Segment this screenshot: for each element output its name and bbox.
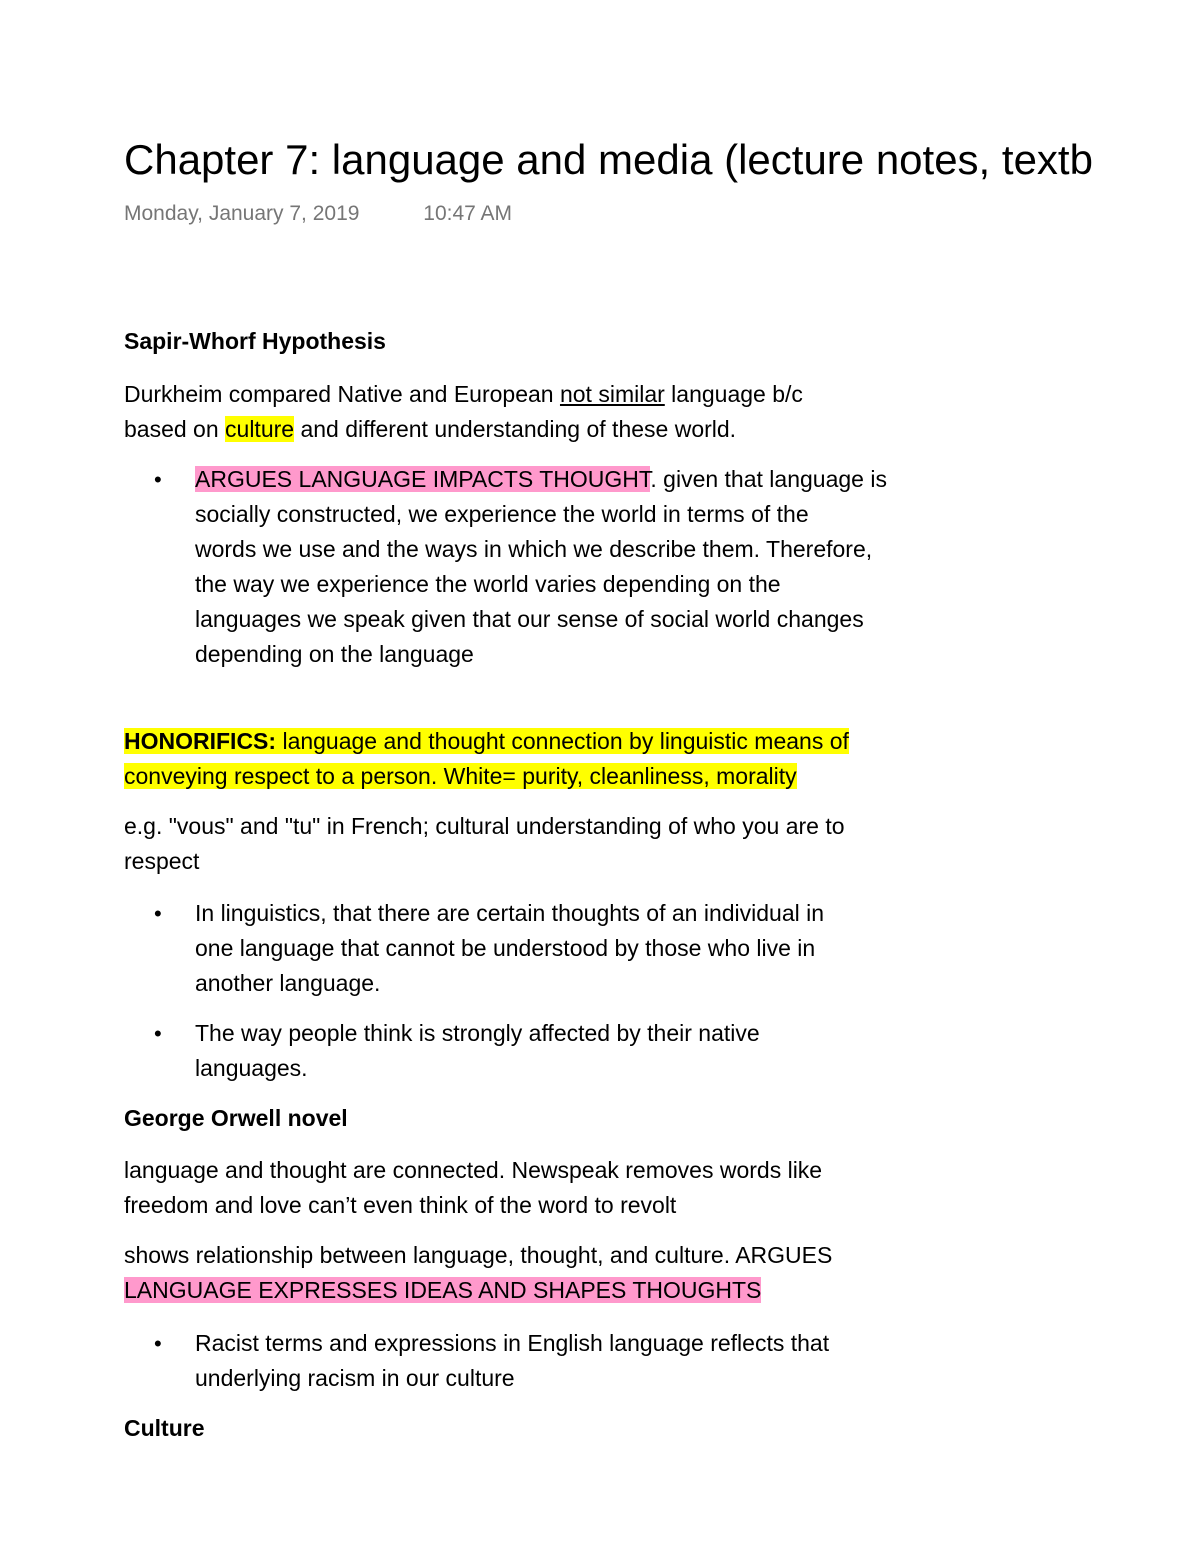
sapir-paragraph-line-1	[124, 377, 803, 412]
underlined-text: not similar	[559, 381, 665, 407]
list-item	[124, 896, 1004, 1001]
list-item	[124, 1326, 1004, 1396]
text-span: Durkheim compared Native and European	[124, 381, 560, 407]
bullet-icon: •	[154, 467, 162, 492]
list-item-line: words we use and the ways in which we describe them. Therefore,	[195, 536, 873, 562]
text-span: based on	[124, 416, 226, 442]
bullet-icon: •	[154, 1331, 162, 1356]
text-span: language b/c	[664, 381, 803, 407]
page-meta	[124, 200, 512, 228]
orwell-paragraph-line-1: language and thought are connected. Newspeak removes words like	[124, 1157, 823, 1183]
list-item	[124, 462, 1004, 672]
honorifics-line-1	[124, 724, 849, 759]
orwell-paragraph-2-line-2	[124, 1273, 761, 1308]
page-date: Monday, January 7, 2019	[124, 202, 360, 225]
section-heading-orwell: George Orwell novel	[124, 1105, 348, 1131]
list-item-line	[195, 462, 1004, 497]
bullet-icon: •	[154, 901, 162, 926]
list-item-line: socially constructed, we experience the world in terms of the	[195, 501, 809, 527]
honorifics-example-line-1: e.g. "vous" and "tu" in French; cultural understanding of who you are to	[124, 813, 845, 839]
honorifics-line-2	[124, 759, 797, 794]
page-time: 10:47 AM	[423, 202, 513, 225]
list-item-line: another language.	[195, 970, 381, 996]
list-item-line: Racist terms and expressions in English language reflects that	[195, 1330, 830, 1356]
honorifics-label: HONORIFICS:	[124, 728, 277, 754]
text-span: language and thought connection by linguistic means of	[276, 728, 849, 754]
honorifics-example-line-2: respect	[124, 848, 200, 874]
bullet-icon: •	[154, 1021, 162, 1046]
highlight-argues-expresses: LANGUAGE EXPRESSES IDEAS AND SHAPES THOUGHTS	[124, 1277, 762, 1303]
section-heading-sapir-whorf: Sapir-Whorf Hypothesis	[124, 328, 386, 354]
text-span: . given that language is	[650, 466, 887, 492]
list-item-line: languages we speak given that our sense of social world changes	[195, 606, 864, 632]
list-item-line: The way people think is strongly affected by their native	[195, 1020, 760, 1046]
list-item-line: the way we experience the world varies depending on the	[195, 571, 781, 597]
honorifics-highlight-2: conveying respect to a person. White= purity, cleanliness, morality	[124, 763, 797, 789]
highlight-argues-thought: ARGUES LANGUAGE IMPACTS THOUGHT	[195, 466, 651, 492]
list-item-line: depending on the language	[195, 641, 474, 667]
list-item	[124, 1016, 1004, 1086]
honorifics-highlight	[124, 728, 849, 754]
list-item-line: underlying racism in our culture	[195, 1365, 515, 1391]
text-span: and different understanding of these world.	[294, 416, 737, 442]
list-item-line: In linguistics, that there are certain thoughts of an individual in	[195, 900, 825, 926]
sapir-paragraph-line-2	[124, 412, 736, 447]
section-heading-culture: Culture	[124, 1415, 205, 1441]
orwell-paragraph-2-line-1: shows relationship between language, thought, and culture. ARGUES	[124, 1242, 833, 1268]
highlight-culture: culture	[225, 416, 295, 442]
list-item-line: one language that cannot be understood by those who live in	[195, 935, 816, 961]
orwell-paragraph-line-2: freedom and love can’t even think of the word to revolt	[124, 1192, 677, 1218]
list-item-line: languages.	[195, 1055, 308, 1081]
page-title: Chapter 7: language and media (lecture notes, textb	[124, 136, 1093, 183]
